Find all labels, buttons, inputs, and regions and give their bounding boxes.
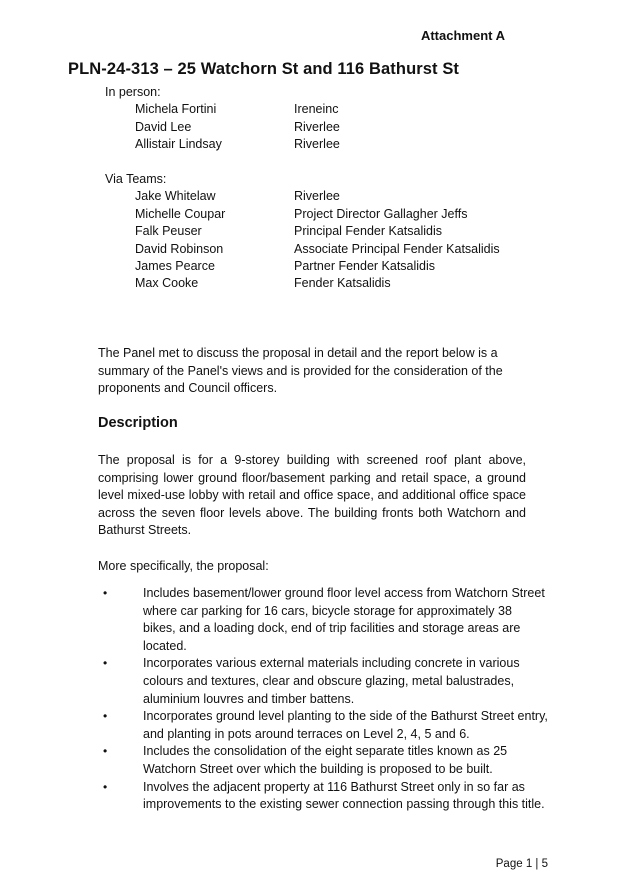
description-heading: Description [98,415,178,431]
via-teams-attendees [105,171,500,293]
attendee-org: Principal Fender Katsalidis [294,224,442,239]
attendee-name: Falk Peuser [135,224,202,239]
list-item [103,779,548,814]
page-title: PLN-24-313 – 25 Watchorn St and 116 Bathurst St [68,60,460,78]
via-teams-label: Via Teams: [105,172,167,186]
attendee-org: Ireneinc [294,102,339,117]
attendee-name: Michelle Coupar [135,206,226,221]
list-item [103,708,548,743]
page-number: Page 1 | 5 [495,858,548,870]
attendee-row [105,188,500,205]
attendee-org: Riverlee [294,137,340,152]
bullet-icon: • [103,709,108,724]
attendee-row [105,241,500,258]
attendee-row [105,119,340,136]
attendee-row [105,136,340,153]
bullet-text: Incorporates various external materials including concrete in various colours and textures, clear and obscure glazing, metal balustrades, aluminium louvres and timber battens. [143,656,520,706]
attendee-name: Michela Fortini [135,102,217,117]
attendee-org: Fender Katsalidis [294,276,391,291]
attendee-name: Allistair Lindsay [135,137,222,152]
attendee-org: Riverlee [294,189,340,204]
attendee-org: Partner Fender Katsalidis [294,259,436,274]
attendee-row [105,258,500,275]
attendee-name: James Pearce [135,259,215,274]
attendee-org: Project Director Gallagher Jeffs [294,206,468,221]
bullet-text: Involves the adjacent property at 116 Bathurst Street only in so far as improvements to the existing sewer connection passing through this title. [143,779,545,812]
attendee-name: Jake Whitelaw [135,189,216,204]
attendee-row [105,206,500,223]
bullet-icon: • [103,586,108,600]
lead-in-text: More specifically, the proposal: [98,559,269,573]
list-item [103,585,548,655]
attendee-name: David Robinson [135,241,224,256]
bullet-text: Includes the consolidation of the eight separate titles known as 25 Watchorn Street over which the building is proposed to be built. [143,744,508,776]
attendee-name: Max Cooke [135,276,199,291]
attendee-row [105,275,500,292]
bullet-icon: • [103,779,108,794]
bullet-icon: • [103,656,108,671]
attendee-name: David Lee [135,119,192,134]
attendee-org: Riverlee [294,119,340,134]
list-item [103,655,548,708]
bullet-text: Incorporates ground level planting to the side of the Bathurst Street entry, and planting in pots around terraces on Level 2, 4, 5 and 6. [143,709,548,741]
bullet-icon: • [103,744,108,759]
in-person-label: In person: [105,85,161,99]
proposal-bullet-list [103,585,548,814]
attendee-row [105,101,340,118]
attendee-org: Associate Principal Fender Katsalidis [294,241,500,256]
attachment-label: Attachment A [420,28,505,43]
intro-paragraph: The Panel met to discuss the proposal in detail and the report below is a summary of the Panel's views and is provided for the consideration of the proponents and Council officers. [98,346,503,396]
bullet-text: Includes basement/lower ground floor level access from Watchorn Street where car parking for 16 cars, bicycle storage for approximately 38 bikes, and a loading dock, end of trip facilities and storage areas are located. [143,586,545,653]
in-person-attendees [105,84,340,154]
list-item [103,743,548,778]
description-paragraph: The proposal is for a 9-storey building with screened roof plant above, comprising lower ground floor/basement parking and retail space, a ground level mixed-use lobby with retail and office space, and additional office space across the seven floor levels above. The building fronts both Watchorn and Bathurst Streets. [98,453,526,538]
attendee-row [105,223,500,240]
